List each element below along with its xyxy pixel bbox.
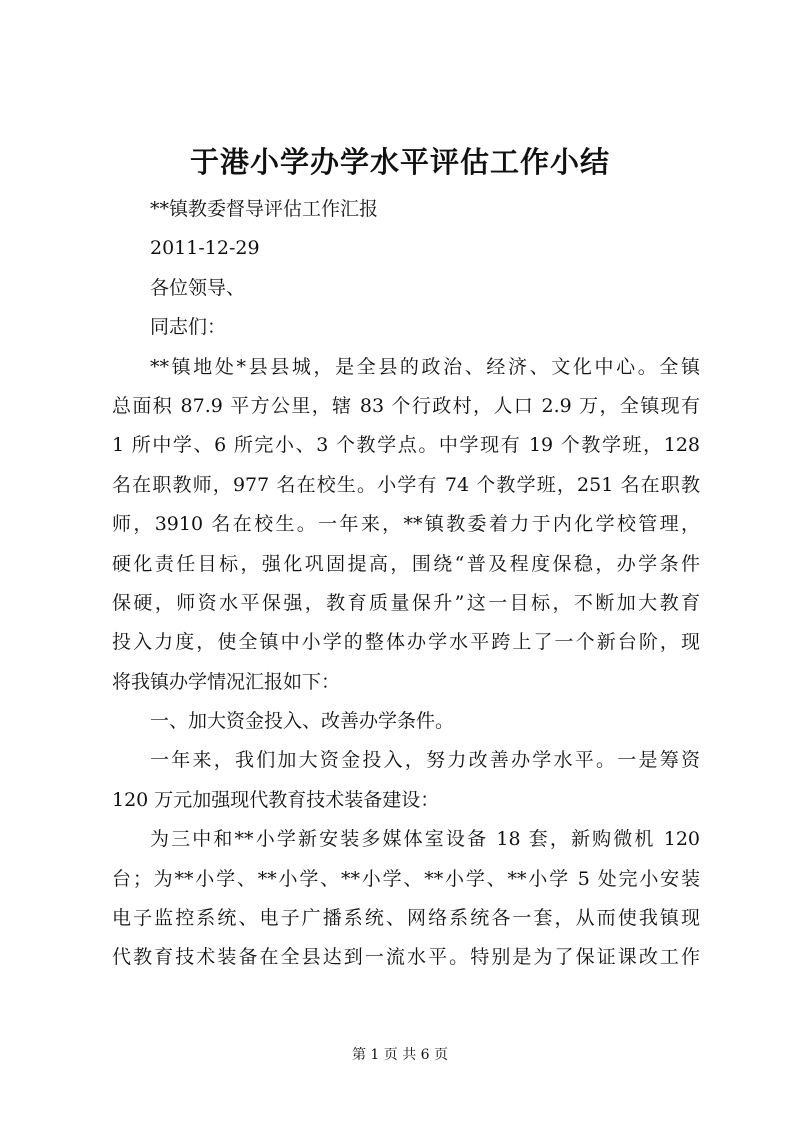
- paragraph-line: 一年来，我们加大资金投入，努力改善办学水平。一是筹资: [150, 749, 700, 772]
- paragraph-line: 保硬，师资水平保强，教育质量保升”这一目标，不断加大教育: [112, 591, 700, 614]
- paragraph-line: 电子监控系统、电子广播系统、网络系统各一套，从而使我镇现: [112, 907, 700, 930]
- paragraph-line: 硬化责任目标，强化巩固提高，围绕“普及程度保稳，办学条件: [112, 552, 700, 575]
- paragraph-line: 台；为**小学、**小学、**小学、**小学、**小学 5 处完小安装: [112, 867, 700, 890]
- paragraph-line: 名在职教师，977 名在校生。小学有 74 个教学班，251 名在职教: [112, 473, 700, 496]
- document-title: 于港小学办学水平评估工作小结: [189, 145, 610, 179]
- paragraph-line: 代教育技术装备在全县达到一流水平。特别是为了保证课改工作: [112, 946, 700, 969]
- report-date: 2011-12-29: [150, 237, 260, 260]
- paragraph-line: **镇地处*县县城，是全县的政治、经济、文化中心。全镇: [150, 355, 700, 378]
- page-footer: 第 1 页 共 6 页: [351, 1047, 449, 1063]
- paragraph-line: 师，3910 名在校生。一年来，**镇教委着力于内化学校管理，: [112, 513, 700, 536]
- paragraph-line: 投入力度，使全镇中小学的整体办学水平跨上了一个新台阶，现: [112, 631, 700, 654]
- section-heading: 一、加大资金投入、改善办学条件。: [150, 710, 455, 733]
- paragraph-line: 总面积 87.9 平方公里，辖 83 个行政村，人口 2.9 万，全镇现有: [112, 394, 700, 417]
- document-body: [112, 190, 700, 978]
- paragraph-line: 120 万元加强现代教育技术装备建设：: [112, 788, 440, 811]
- paragraph-line: 为三中和**小学新安装多媒体室设备 18 套，新购微机 120: [150, 828, 700, 851]
- paragraph-line: 将我镇办学情况汇报如下：: [112, 670, 341, 693]
- report-heading: **镇教委督导评估工作汇报: [150, 198, 379, 220]
- paragraph-line: 1 所中学、6 所完小、3 个教学点。中学现有 19 个教学班，128: [112, 434, 700, 457]
- salutation-comrades: 同志们：: [150, 316, 227, 339]
- salutation-leaders: 各位领导、: [150, 276, 246, 299]
